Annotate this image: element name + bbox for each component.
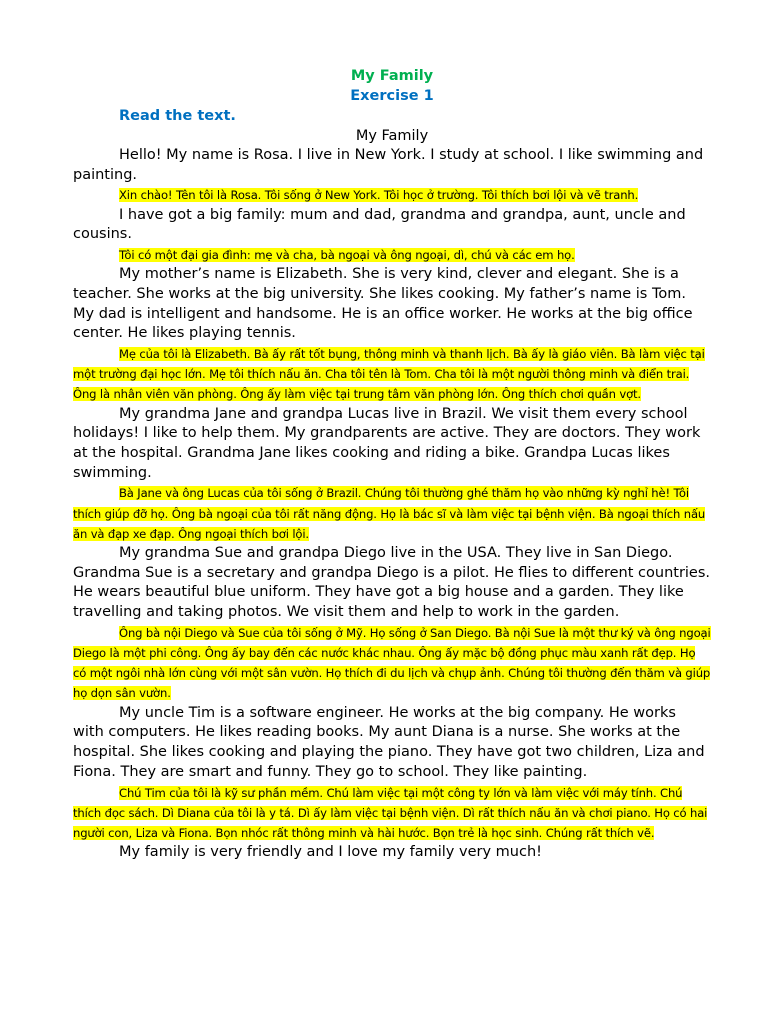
document-page	[73, 66, 711, 863]
paragraph-translation-6	[73, 783, 711, 844]
paragraph-translation-1	[73, 185, 711, 205]
paragraph-english-5: My grandma Sue and grandpa Diego live in the USA. They live in San Diego. Grandma Sue is a secretary and grandpa Diego is a pilot. He flies to different countries. He wears beautiful blue uniform. They have got a big house and a garden. They like travelling and taking photos. We visit them and help to work in the garden.	[73, 545, 711, 621]
highlighted-translation: Tôi có một đại gia đình: mẹ và cha, bà ngoại và ông ngoại, dì, chú và các em họ.	[119, 248, 575, 263]
text-title: My Family	[355, 128, 429, 144]
paragraph-translation-3	[73, 344, 711, 405]
highlighted-translation: Mẹ của tôi là Elizabeth. Bà ấy rất tốt bụng, thông minh và thanh lịch. Bà ấy là giáo viên. Bà làm việc tại một trường đại học lớn. Mẹ tôi thích nấu ăn. Cha tôi tên là Tom. Cha tôi là một người thông minh và điển trai. Ông là nhân viên văn phòng. Ông ấy làm việc tại trung tâm văn phòng lớn. Ông thích chơi quần vợt.	[73, 347, 705, 402]
highlighted-translation: Xin chào! Tên tôi là Rosa. Tôi sống ở New York. Tôi học ở trường. Tôi thích bơi lội và vẽ tranh.	[119, 188, 639, 203]
exercise-label: Exercise 1	[350, 88, 434, 104]
instruction-text: Read the text.	[119, 108, 236, 124]
paragraph-translation-2	[73, 245, 711, 265]
paragraph-english-4: My grandma Jane and grandpa Lucas live in Brazil. We visit them every school holidays! I like to help them. My grandparents are active. They are doctors. They work at the hospital. Grandma Jane likes cooking and riding a bike. Grandpa Lucas likes swimming.	[73, 405, 701, 481]
paragraph-english-6: My uncle Tim is a software engineer. He works at the big company. He works with computers. He likes reading books. My aunt Diana is a nurse. She works at the hospital. She likes cooking and playing the piano. They have got two children, Liza and Fiona. They are smart and funny. They go to school. They like painting.	[73, 704, 705, 780]
paragraph-english-1: Hello! My name is Rosa. I live in New York. I study at school. I like swimming and painting.	[73, 147, 704, 183]
paragraph-translation-4	[73, 483, 711, 544]
highlighted-translation: Bà Jane và ông Lucas của tôi sống ở Brazil. Chúng tôi thường ghé thăm họ vào những kỳ nghỉ hè! Tôi thích giúp đỡ họ. Ông bà ngoại của tôi rất năng động. Họ là bác sĩ và làm việc tại bệnh viện. Bà ngoại thích nấu ăn và đạp xe đạp. Ông ngoại thích bơi lội.	[73, 486, 706, 541]
paragraph-translation-5	[73, 623, 711, 704]
highlighted-translation: Chú Tim của tôi là kỹ sư phần mềm. Chú làm việc tại một công ty lớn và làm việc với máy tính. Chú thích đọc sách. Dì Diana của tôi là y tá. Dì ấy làm việc tại bệnh viện. Dì rất thích nấu ăn và chơi piano. Họ có hai người con, Liza và Fiona. Bọn nhóc rất thông minh và hài hước. Bọn trẻ là học sinh. Chúng rất thích vẽ.	[73, 785, 708, 840]
highlighted-translation: Ông bà nội Diego và Sue của tôi sống ở Mỹ. Họ sống ở San Diego. Bà nội Sue là một thư ký và ông ngoại Diego là một phi công. Ông ấy bay đến các nước khác nhau. Ông ấy mặc bộ đồng phục màu xanh rất đẹp. Họ có một ngôi nhà lớn cùng với một sân vườn. Họ thích đi du lịch và chụp ảnh. Chúng tôi thường đến thăm và giúp họ dọn sân vườn.	[73, 625, 711, 701]
closing-sentence: My family is very friendly and I love my family very much!	[119, 844, 542, 861]
document-title: My Family	[350, 68, 434, 84]
paragraph-english-2: I have got a big family: mum and dad, grandma and grandpa, aunt, uncle and cousins.	[73, 206, 686, 243]
paragraph-english-3: My mother’s name is Elizabeth. She is very kind, clever and elegant. She is a teacher. She works at the big university. She likes cooking. My father’s name is Tom. My dad is intelligent and handsome. He is an office worker. He works at the big office center. He likes playing tennis.	[73, 266, 693, 342]
